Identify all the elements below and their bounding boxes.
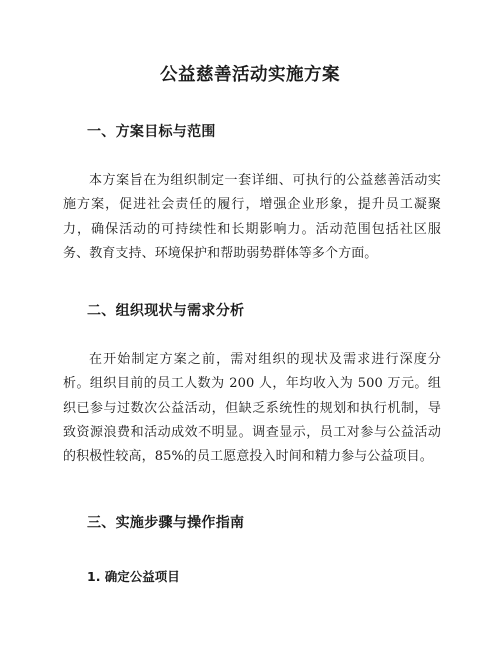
section-heading-analysis: 二、组织现状与需求分析 [87,303,245,319]
document-title: 公益慈善活动实施方案 [160,65,340,85]
subsection-heading-project: 1. 确定公益项目 [87,569,180,584]
section-heading-steps: 三、实施步骤与操作指南 [87,515,245,531]
section-paragraph-analysis: 在开始制定方案之前，需对组织的现状及需求进行深度分析。组织目前的员工人数为 200 人，年均收入为 500 万元。组织已参与过数次公益活动，但缺乏系统性的规划和执行机制，导致资源浪费和活动成效不明显。调查显示，员工对参与公益活动的积极性较高，85%的员工愿意投入时间和精力参与公益项目。 [63,352,441,465]
section-paragraph-goals: 本方案旨在为组织制定一套详细、可执行的公益慈善活动实施方案，促进社会责任的履行，增强企业形象，提升员工凝聚力，确保活动的可持续性和长期影响力。活动范围包括社区服务、教育支持、环境保护和帮助弱势群体等多个方面。 [63,173,441,261]
section-heading-goals: 一、方案目标与范围 [87,124,216,140]
